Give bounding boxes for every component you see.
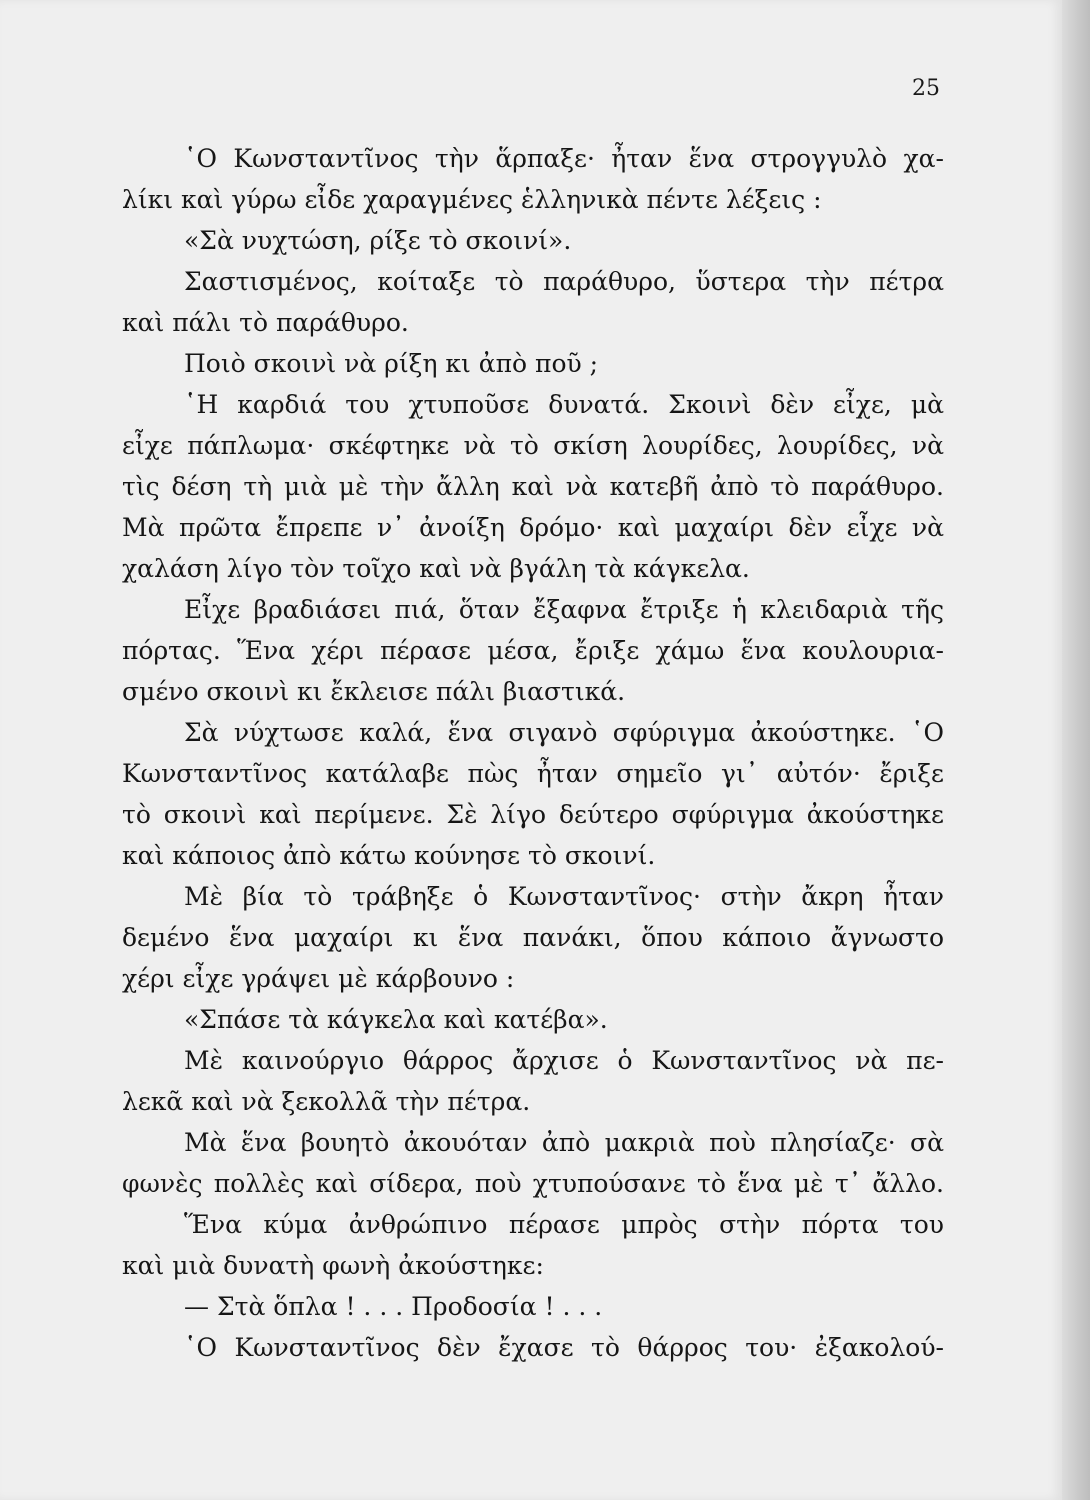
text-line: δεμένο ἕνα μαχαίρι κι ἕνα πανάκι, ὅπου κάποιο ἄγνωστο [122,923,944,952]
text-line: Μὲ βία τὸ τράβηξε ὁ Κωνσταντῖνος· στὴν ἄκρη ἦταν [184,882,944,911]
text-line: Ἕνα κύμα ἀνθρώπινο πέρασε μπρὸς στὴν πόρτα του [184,1210,944,1239]
text-line: ῾Ο Κωνσταντῖνος τὴν ἅρπαξε· ἦταν ἕνα στρογγυλὸ χα- [184,144,944,173]
page-number: 25 [912,76,940,101]
text-line: ῾Ο Κωνσταντῖνος δὲν ἔχασε τὸ θάρρος του· ἐξακολού- [184,1333,944,1362]
text-line: ῾Η καρδιά του χτυποῦσε δυνατά. Σκοινὶ δὲν εἶχε, μὰ [184,390,944,419]
text-line: Εἶχε βραδιάσει πιά, ὅταν ἔξαφνα ἔτριξε ἡ κλειδαριὰ τῆς [184,595,944,624]
text-line: — Στὰ ὅπλα ! . . . Προδοσία ! . . . [184,1292,603,1321]
text-line: τὸ σκοινὶ καὶ περίμενε. Σὲ λίγο δεύτερο σφύριγμα ἀκούστηκε [122,800,944,829]
text-line: Σὰ νύχτωσε καλά, ἕνα σιγανὸ σφύριγμα ἀκούστηκε. ῾Ο [184,718,944,747]
text-line: «Σὰ νυχτώση, ρίξε τὸ σκοινί». [184,226,572,255]
text-line: Κωνσταντῖνος κατάλαβε πὼς ἦταν σημεῖο γι᾽ αὐτόν· ἔριξε [122,759,944,788]
page-edge [1062,0,1090,1500]
text-line: τὶς δέση τὴ μιὰ μὲ τὴν ἄλλη καὶ νὰ κατεβῆ ἀπὸ τὸ παράθυρο. [122,472,944,501]
text-line: «Σπάσε τὰ κάγκελα καὶ κατέβα». [184,1005,608,1034]
text-line: Σαστισμένος, κοίταξε τὸ παράθυρο, ὕστερα τὴν πέτρα [184,267,944,296]
text-line: Μὲ καινούργιο θάρρος ἄρχισε ὁ Κωνσταντῖνος νὰ πε- [184,1046,944,1075]
text-line: χαλάση λίγο τὸν τοῖχο καὶ νὰ βγάλη τὰ κάγκελα. [122,554,750,583]
text-line: καὶ μιὰ δυνατὴ φωνὴ ἀκούστηκε: [122,1251,544,1280]
text-line: λίκι καὶ γύρω εἶδε χαραγμένες ἑλληνικὰ πέντε λέξεις : [122,185,822,214]
text-line: σμένο σκοινὶ κι ἔκλεισε πάλι βιαστικά. [122,677,626,706]
text-line: εἶχε πάπλωμα· σκέφτηκε νὰ τὸ σκίση λουρίδες, λουρίδες, νὰ [122,431,944,460]
text-line: καὶ κάποιος ἀπὸ κάτω κούνησε τὸ σκοινί. [122,841,656,870]
text-line: καὶ πάλι τὸ παράθυρο. [122,308,409,337]
text-line: Ποιὸ σκοινὶ νὰ ρίξη κι ἀπὸ ποῦ ; [184,349,599,378]
text-line: πόρτας. Ἕνα χέρι πέρασε μέσα, ἔριξε χάμω ἕνα κουλουρια- [122,636,944,665]
text-line: Μὰ πρῶτα ἔπρεπε ν᾽ ἀνοίξη δρόμο· καὶ μαχαίρι δὲν εἶχε νὰ [122,513,944,542]
text-line: λεκᾶ καὶ νὰ ξεκολλᾶ τὴν πέτρα. [122,1087,531,1116]
text-line: φωνὲς πολλὲς καὶ σίδερα, ποὺ χτυπούσανε τὸ ἕνα μὲ τ᾽ ἄλλο. [122,1169,944,1198]
text-line: Μὰ ἕνα βουητὸ ἀκουόταν ἀπὸ μακριὰ ποὺ πλησίαζε· σὰ [184,1128,944,1157]
text-line: χέρι εἶχε γράψει μὲ κάρβουνο : [122,964,515,993]
